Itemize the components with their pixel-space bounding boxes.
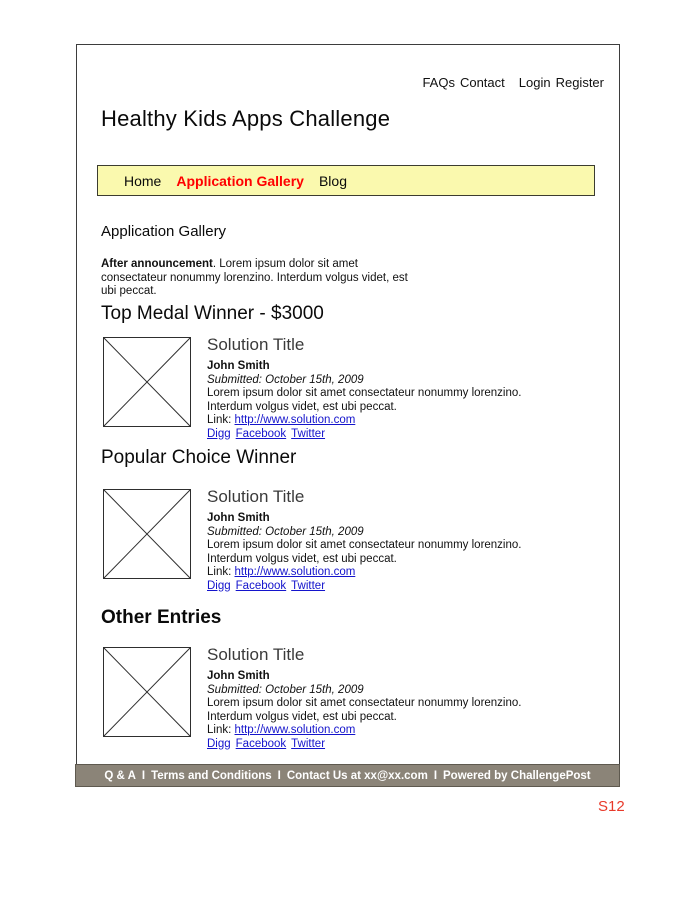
nav-item-blog[interactable]: Blog (318, 172, 347, 189)
entry-author: John Smith (207, 360, 270, 372)
solution-url-link[interactable]: http://www.solution.com (234, 414, 356, 426)
footer-powered-by: Powered by ChallengePost (443, 769, 591, 782)
twitter-link[interactable]: Twitter (291, 427, 326, 440)
entry-social-links (207, 428, 567, 442)
entry-thumbnail-placeholder[interactable] (103, 647, 191, 737)
intro-line-2: consectateur nonummy lorenzino. Interdum volgus videt, est (101, 271, 408, 284)
main-nav (97, 165, 595, 196)
entry-body (207, 647, 567, 751)
page-frame (76, 44, 620, 765)
entry-thumbnail-placeholder[interactable] (103, 337, 191, 427)
twitter-link[interactable]: Twitter (291, 737, 326, 750)
entry-author: John Smith (207, 512, 270, 524)
twitter-link[interactable]: Twitter (291, 579, 326, 592)
entry-thumbnail-placeholder[interactable] (103, 489, 191, 579)
intro-line-1: After announcement. Lorem ipsum dolor sit amet (101, 258, 358, 270)
solution-url-link[interactable]: http://www.solution.com (234, 566, 356, 578)
site-title: Healthy Kids Apps Challenge (101, 106, 391, 131)
slide-number-label: S12 (598, 798, 625, 815)
login-link[interactable]: Login (518, 75, 551, 90)
page-heading: Application Gallery (101, 223, 227, 240)
entry-description-line-2: Interdum volgus videt, est ubi peccat. (207, 400, 397, 413)
register-link[interactable]: Register (555, 75, 604, 90)
digg-link[interactable]: Digg (207, 737, 231, 750)
footer-bar (75, 764, 620, 787)
entry-social-links (207, 580, 567, 594)
entry-link-row (207, 566, 567, 580)
facebook-link[interactable]: Facebook (235, 737, 287, 750)
intro-bold: After announcement (101, 258, 213, 270)
facebook-link[interactable]: Facebook (235, 579, 287, 592)
facebook-link[interactable]: Facebook (235, 427, 287, 440)
entry-link-row (207, 414, 567, 428)
entry-description-line-1: Lorem ipsum dolor sit amet consectateur nonummy lorenzino. (207, 697, 522, 709)
entry-link-label: Link: (207, 724, 232, 736)
section-heading-popular-choice-winner: Popular Choice Winner (101, 447, 297, 468)
intro-line-3: ubi peccat. (101, 285, 157, 297)
entry-title: Solution Title (207, 335, 305, 354)
entry-link-label: Link: (207, 566, 232, 578)
entry-author: John Smith (207, 670, 270, 682)
footer-separator: I (433, 769, 438, 782)
nav-item-application-gallery[interactable]: Application Gallery (176, 172, 304, 189)
footer-separator: I (277, 769, 281, 782)
entry-description-line-2: Interdum volgus videt, est ubi peccat. (207, 552, 397, 565)
contact-link[interactable]: Contact (459, 75, 505, 90)
footer-terms-link[interactable]: Terms and Conditions (151, 769, 272, 782)
nav-item-home[interactable]: Home (124, 172, 162, 189)
entry-submitted-date: Submitted: October 15th, 2009 (207, 373, 364, 386)
entry-card (103, 337, 567, 441)
entry-body (207, 489, 567, 593)
entry-description-line-1: Lorem ipsum dolor sit amet consectateur nonummy lorenzino. (207, 387, 522, 399)
footer-qa-link[interactable]: Q & A (104, 769, 136, 782)
entry-link-label: Link: (207, 414, 232, 426)
entry-social-links (207, 738, 567, 752)
footer-separator: I (141, 769, 146, 782)
faqs-link[interactable]: FAQs (422, 75, 455, 90)
entry-title: Solution Title (207, 487, 305, 506)
entry-card (103, 489, 567, 593)
entry-submitted-date: Submitted: October 15th, 2009 (207, 683, 364, 696)
entry-submitted-date: Submitted: October 15th, 2009 (207, 525, 364, 538)
entry-card (103, 647, 567, 751)
entry-body (207, 337, 567, 441)
entry-title: Solution Title (207, 645, 305, 664)
section-heading-top-medal-winner: Top Medal Winner - $3000 (101, 303, 324, 324)
solution-url-link[interactable]: http://www.solution.com (234, 724, 356, 736)
entry-link-row (207, 724, 567, 738)
intro-paragraph (101, 258, 408, 299)
entry-description-line-2: Interdum volgus videt, est ubi peccat. (207, 710, 397, 723)
footer-contact-link[interactable]: Contact Us at xx@xx.com (286, 769, 428, 782)
digg-link[interactable]: Digg (207, 579, 231, 592)
utility-nav (422, 75, 604, 90)
section-heading-other-entries: Other Entries (101, 607, 222, 628)
entry-description-line-1: Lorem ipsum dolor sit amet consectateur nonummy lorenzino. (207, 539, 522, 551)
digg-link[interactable]: Digg (207, 427, 231, 440)
